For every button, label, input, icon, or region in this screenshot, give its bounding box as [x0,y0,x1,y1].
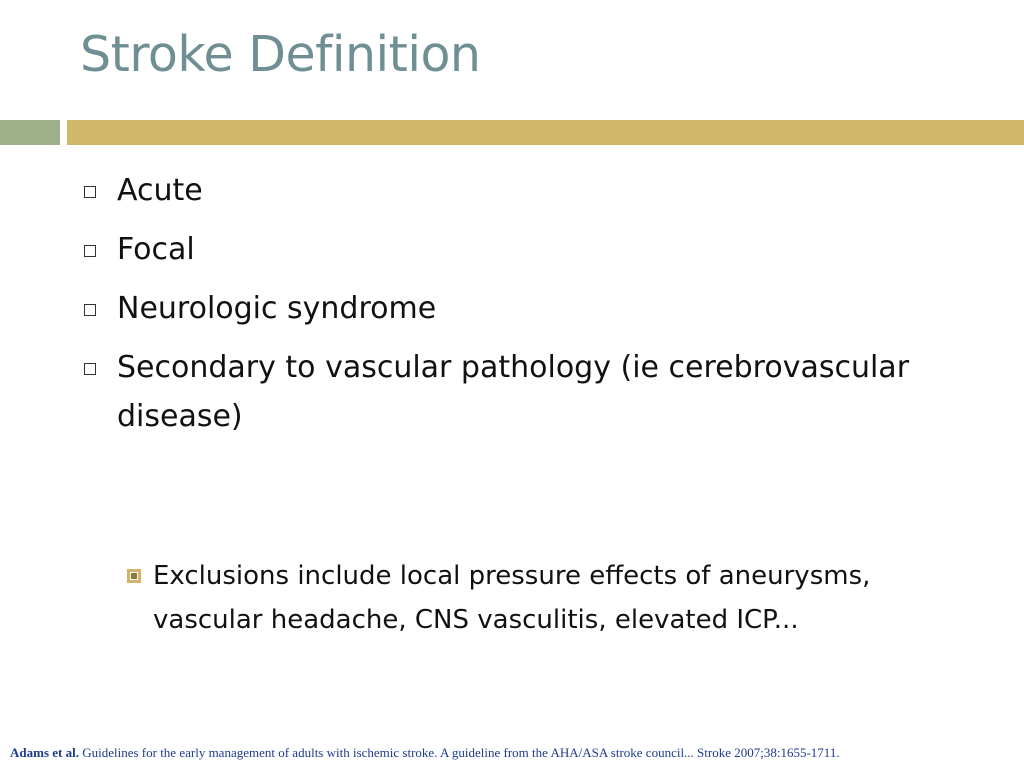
accent-bar-green [0,120,60,145]
citation-text: Guidelines for the early management of adults with ischemic stroke. A guideline from the AHA/ASA stroke council... Stroke 2007;38:1655-1711. [78,745,840,760]
sub-bullet-item [127,558,957,642]
bullet-text: Focal [117,232,195,267]
bullet-item [84,290,989,333]
bullet-text: Secondary to vascular pathology (ie cerebrovascular disease) [117,350,910,434]
citation-author: Adams et al. [10,745,79,760]
hollow-square-icon [84,363,96,375]
bullet-text: Neurologic syndrome [117,291,437,326]
sub-bullet-text: Exclusions include local pressure effects of aneurysms, vascular headache, CNS vasculitis, elevated ICP... [153,561,871,635]
citation [10,745,1020,761]
bullet-item [84,231,989,274]
hollow-square-icon [84,186,96,198]
hollow-square-icon [84,304,96,316]
slide-title: Stroke Definition [80,26,481,83]
hollow-square-icon [84,245,96,257]
accent-bar-gold [67,120,1024,145]
bullet-item [84,349,989,441]
bullet-text: Acute [117,173,203,208]
framed-square-icon [127,569,141,583]
bullet-item [84,172,989,215]
